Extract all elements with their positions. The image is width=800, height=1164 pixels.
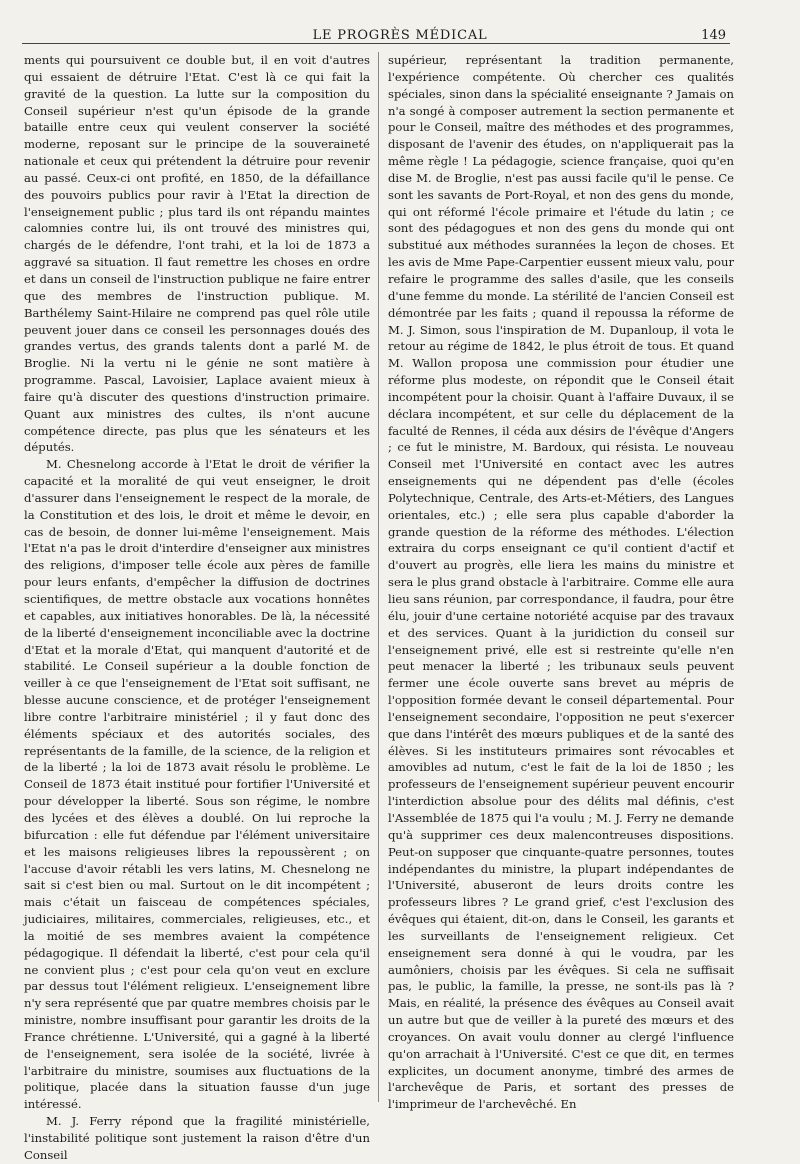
header-rule <box>22 43 730 44</box>
paragraph: M. J. Ferry répond que la fragilité ministérielle, l'instabilité politique sont justement la raison d'être d'un Conseil <box>24 1114 370 1162</box>
column-divider <box>378 52 379 1102</box>
right-column <box>388 52 734 1112</box>
paragraph: ments qui poursuivent ce double but, il en voit d'autres qui essaient de détruire l'Etat. C'est là ce qui fait la gravité de la question. La lutte sur la composition du Conseil supérieur n'est qu'un épisode de la grande bataille entre ceux qui veulent conserver la société moderne, reposant sur le principe de la souveraineté nationale et ceux qui prétendent la détruire pour revenir au passé. Ceux-ci ont profité, en 1850, de la défaillance des pouvoirs publics pour ravir à l'Etat la direction de l'enseignement public ; plus tard ils ont répandu maintes calomnies contre lui, ils ont trouvé des ministres qui, chargés de le défendre, l'ont trahi, et la loi de 1873 a aggravé sa situation. Il faut remettre les choses en ordre et dans un conseil de l'instruction publique ne faire entrer que des membres de l'instruction publique. M. Barthélemy Saint-Hilaire ne comprend pas quel rôle utile peuvent jouer dans ce conseil les personnages doués des grandes vertus, des grands talents dont a parlé M. de Broglie. Ni la vertu ni le génie ne sont matière à programme. Pascal, Lavoisier, Laplace avaient mieux à faire qu'à discuter des questions d'instruction primaire. Quant aux ministres des cultes, ils n'ont aucune compétence directe, pas plus que les sénateurs et les députés. <box>24 53 370 455</box>
page-header <box>0 22 800 44</box>
paragraph: supérieur, représentant la tradition permanente, l'expérience compétente. Où chercher ces qualités spéciales, sinon dans la spécialité enseignante ? Jamais on n'a songé à composer autrement la section permanente et pour le Conseil, maître des méthodes et des programmes, disposant de l'avenir des études, on n'appliquerait pas la même règle ! La pédagogie, science française, quoi qu'en dise M. de Broglie, n'est pas aussi facile qu'il le pense. Ce sont les savants de Port-Royal, et non des gens du monde, qui ont réformé l'école primaire et l'étude du latin ; ce sont des pédagogues et non des gens du monde qui ont substitué aux méthodes surannées la leçon de choses. Et les avis de Mme Pape-Carpentier eussent mieux valu, pour refaire le programme des salles d'asile, que les conseils d'une femme du monde. La stérilité de l'ancien Conseil est démontrée par les faits ; quand il repoussa la réforme de M. J. Simon, sous l'inspiration de M. Dupanloup, il vota le retour au régime de 1842, le plus étroit de tous. Et quand M. Wallon proposa une commission pour étudier une réforme plus modeste, on répondit que le Conseil était incompétent pour la choisir. Quant à l'affaire Duvaux, il se déclara incompétent, et sur celle du déplacement de la faculté de Rennes, il céda aux désirs de l'évêque d'Angers ; ce fut le ministre, M. Bardoux, qui résista. Le nouveau Conseil met l'Université en contact avec les autres enseignements qui ne dépendent pas d'elle (écoles Polytechnique, Centrale, des Arts-et-Métiers, des Langues orientales, etc.) ; elle sera plus capable d'aborder la grande question de la réforme des méthodes. L'élection extraira du corps enseignant ce qu'il contient d'actif et d'ouvert au progrès, elle liera les mains du ministre et sera le plus grand obstacle à l'arbitraire. Comme elle aura lieu sans réunion, par correspondance, il faudra, pour être élu, jouir d'une certaine notoriété acquise par des travaux et des services. Quant à la juridiction du conseil sur l'enseignement privé, elle est si restreinte qu'elle n'en peut menacer la liberté ; les tribunaux seuls peuvent fermer une école ouverte sans brevet au mépris de l'opposition formée devant le conseil départemental. Pour l'enseignement secondaire, l'opposition ne peut s'exercer que dans l'intérêt des mœurs publiques et de la santé des élèves. Si les instituteurs primaires sont révocables et amovibles ad nutum, c'est le fait de la loi de 1850 ; les professeurs de l'enseignement supérieur peuvent encourir l'interdiction absolue pour des délits mal définis, c'est l'Assemblée de 1875 qui l'a voulu ; M. J. Ferry ne demande qu'à supprimer ces deux malencontreuses dispositions. Peut-on supposer que cinquante-quatre personnes, toutes indépendantes du ministre, la plupart indépendantes de l'Université, abuseront de leurs droits contre les professeurs libres ? Le grand grief, c'est l'exclusion des évêques qui étaient, dit-on, dans le Conseil, les garants et les surveillants de l'enseignement religieux. Cet enseignement sera donné à qui le voudra, par les aumôniers, choisis par les évêques. Si cela ne suffisait pas, le public, la famille, la presse, ne sont-ils pas là ? Mais, en réalité, la présence des évêques au Conseil avait un autre but que de veiller à la pureté des mœurs et des croyances. On avait voulu donner au clergé l'influence qu'on arrachait à l'Université. C'est ce que dit, en termes explicites, un document anonyme, timbré des armes de l'archevêque de Paris, et sortant des presses de l'imprimeur de l'archevêché. En <box>388 53 734 1112</box>
left-column <box>24 52 370 1162</box>
page-number: 149 <box>701 28 726 43</box>
paragraph: M. Chesnelong accorde à l'Etat le droit de vérifier la capacité et la moralité de qui veut enseigner, le droit d'assurer dans l'enseignement le respect de la morale, de la Constitution et des lois, le droit et même le devoir, en cas de besoin, de donner lui-même l'enseignement. Mais l'Etat n'a pas le droit d'interdire d'enseigner aux ministres des religions, d'imposer telle école aux pères de famille pour leurs enfants, d'empêcher la diffusion de doctrines scientifiques, de mettre obstacle aux vocations honnêtes et capables, aux initiatives honorables. De là, la nécessité de la liberté d'enseignement inconciliable avec la doctrine d'Etat et la morale d'Etat, qui manquent d'autorité et de stabilité. Le Conseil supérieur a la double fonction de veiller à ce que l'enseignement de l'Etat soit suffisant, ne blesse aucune conscience, et de protéger l'enseignement libre contre l'arbitraire ministériel ; il y faut donc des éléments spéciaux et des autorités sociales, des représentants de la famille, de la science, de la religion et de la liberté ; la loi de 1873 avait résolu le problème. Le Conseil de 1873 était institué pour fortifier l'Université et pour développer la liberté. Sous son régime, le nombre des lycées et des élèves a doublé. On lui reproche la bifurcation : elle fut défendue par l'élément universitaire et les maisons religieuses libres la repoussèrent ; on l'accuse d'avoir rétabli les vers latins, M. Chesnelong ne sait si c'est bien ou mal. Surtout on le dit incompétent ; mais c'était un faisceau de compétences spéciales, judiciaires, militaires, commerciales, religieuses, etc., et la moitié de ses membres avaient la compétence pédagogique. Il défendait la liberté, c'est pour cela qu'il ne convient plus ; c'est pour cela qu'on veut en exclure par dessus tout l'élément religieux. L'enseignement libre n'y sera représenté que par quatre membres choisis par le ministre, nombre insuffisant pour garantir les droits de la France chrétienne. L'Université, qui a gagné à la liberté de l'enseignement, sera isolée de la société, livrée à l'arbitraire du ministre, soumises aux fluctuations de la politique, placée dans la situation fausse d'un juge intéressé. <box>24 457 370 1112</box>
running-title: LE PROGRÈS MÉDICAL <box>312 28 488 43</box>
